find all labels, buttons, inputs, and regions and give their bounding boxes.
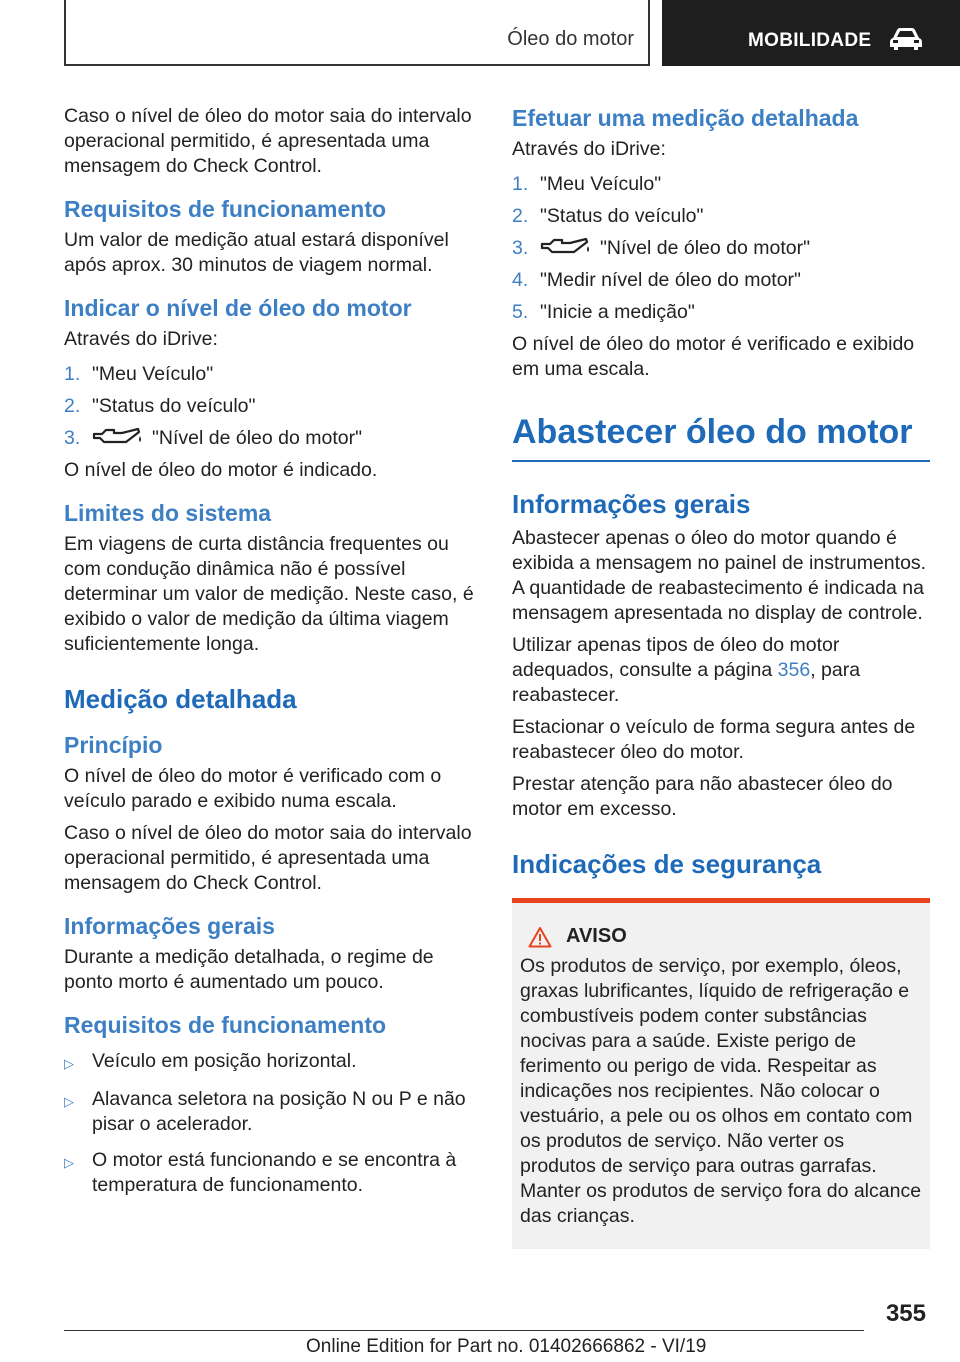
warning-text: Os produtos de serviço, por exemplo, óleos, graxas lubrificantes, líquido de refrigeração e combustíveis podem conter substâncias nocivas para a saúde. Existe perigo de ferimento ou perigo de vida. Respeitar as indicações nos recipientes. Não colocar o vestuário, a pele ou os olhos em contato com os produtos de serviço. Não verter os produtos de serviço para outras garrafas. Manter os produtos de serviço fora do alcance das crianças. [520, 955, 922, 1227]
car-icon [888, 26, 924, 52]
heading-requisitos-1: Requisitos de funcionamento [64, 196, 387, 222]
list-item: ▷ Veículo em posição horizontal. [64, 1049, 482, 1076]
page-number: 355 [885, 1300, 926, 1327]
paragraph-info-2: Utilizar apenas tipos de óleo do motor adequados, consulte a página 356, para reabastecer. [512, 634, 861, 706]
warning-triangle-icon [528, 926, 552, 948]
heading-indicacoes-seguranca: Indicações de segurança [512, 849, 822, 879]
list-item: 3. "Nível de óleo do motor" [512, 237, 811, 259]
paragraph-via-idrive-right: Através do iDrive: [512, 138, 666, 160]
paragraph-info-4: Prestar atenção para não abastecer óleo do motor em excesso. [512, 773, 893, 820]
paragraph-via-idrive: Através do iDrive: [64, 328, 218, 350]
paragraph-limites: Em viagens de curta distância frequentes ou com condução dinâmica não é possível determinar um valor de medição. Neste caso, é exibido o valor de medição da última viagem suficientemente longa. [64, 533, 474, 655]
paragraph-requisitos-1: Um valor de medição atual estará disponível após aprox. 30 minutos de viagem normal. [64, 229, 449, 276]
requirements-list [64, 1049, 482, 1198]
section-title: Óleo do motor [507, 28, 634, 50]
heading-efetuar-medicao: Efetuar uma medição detalhada [512, 105, 859, 131]
paragraph-info-1: Abastecer apenas o óleo do motor quando é exibida a mensagem no painel de instrumentos. A quantidade de reabastecimento é indicada na mensagem apresentada no display de controle. [512, 527, 927, 624]
list-item: 3. "Nível de óleo do motor" [64, 427, 363, 449]
steps-list-indicar [64, 362, 482, 451]
list-item: 1. "Meu Veículo" [512, 173, 662, 195]
heading-principio: Princípio [64, 732, 163, 758]
warning-box [512, 898, 930, 1249]
footer-divider [64, 1330, 864, 1331]
intro-paragraph: Caso o nível de óleo do motor saia do intervalo operacional permitido, é apresentada uma mensagem do Check Control. [64, 105, 472, 177]
list-item: 2. "Status do veículo" [64, 395, 256, 417]
triangle-bullet-icon: ▷ [64, 1094, 74, 1109]
warning-header [528, 925, 922, 948]
heading-informacoes-gerais-right: Informações gerais [512, 489, 751, 519]
list-item: 4. "Medir nível de óleo do motor" [512, 269, 801, 291]
paragraph-informacoes-left: Durante a medição detalhada, o regime de ponto morto é aumentado um pouco. [64, 946, 434, 993]
list-item: ▷ O motor está funcionando e se encontra à temperatura de funcionamento. [64, 1149, 457, 1196]
paragraph-escala: O nível de óleo do motor é verificado e exibido em uma escala. [512, 333, 915, 380]
list-item: 2. "Status do veículo" [512, 205, 704, 227]
triangle-bullet-icon: ▷ [64, 1056, 74, 1071]
footer-edition: Online Edition for Part no. 01402666862 - VI/19 [306, 1336, 707, 1357]
paragraph-info-3: Estacionar o veículo de forma segura antes de reabastecer óleo do motor. [512, 716, 916, 763]
paragraph-principio-2: Caso o nível de óleo do motor saia do intervalo operacional permitido, é apresentada uma mensagem do Check Control. [64, 822, 472, 894]
right-column [512, 104, 930, 1249]
header-title-box [64, 0, 650, 66]
warning-title: AVISO [566, 925, 627, 947]
triangle-bullet-icon: ▷ [64, 1155, 74, 1170]
heading-informacoes-gerais-left: Informações gerais [64, 913, 275, 939]
heading-requisitos-2: Requisitos de funcionamento [64, 1012, 387, 1038]
list-item: 1. "Meu Veículo" [64, 363, 214, 385]
heading-limites: Limites do sistema [64, 500, 272, 526]
heading-abastecer-oleo: Abastecer óleo do motor [512, 410, 930, 462]
header-category-tab [662, 0, 960, 66]
page-link[interactable]: 356 [777, 659, 811, 681]
heading-medicao-detalhada: Medição detalhada [64, 684, 297, 714]
heading-indicar-nivel: Indicar o nível de óleo do motor [64, 295, 412, 321]
category-label: MOBILIDADE [748, 30, 872, 51]
oil-can-icon [92, 426, 144, 448]
list-item: ▷ Alavanca seletora na posição N ou P e não pisar o acelerador. [64, 1088, 466, 1135]
paragraph-principio-1: O nível de óleo do motor é verificado com o veículo parado e exibido numa escala. [64, 765, 442, 812]
steps-list-efetuar [512, 172, 930, 325]
oil-can-icon [540, 236, 592, 258]
list-item: 5. "Inicie a medição" [512, 301, 695, 323]
paragraph-indicado: O nível de óleo do motor é indicado. [64, 459, 378, 481]
left-column [64, 104, 482, 1209]
